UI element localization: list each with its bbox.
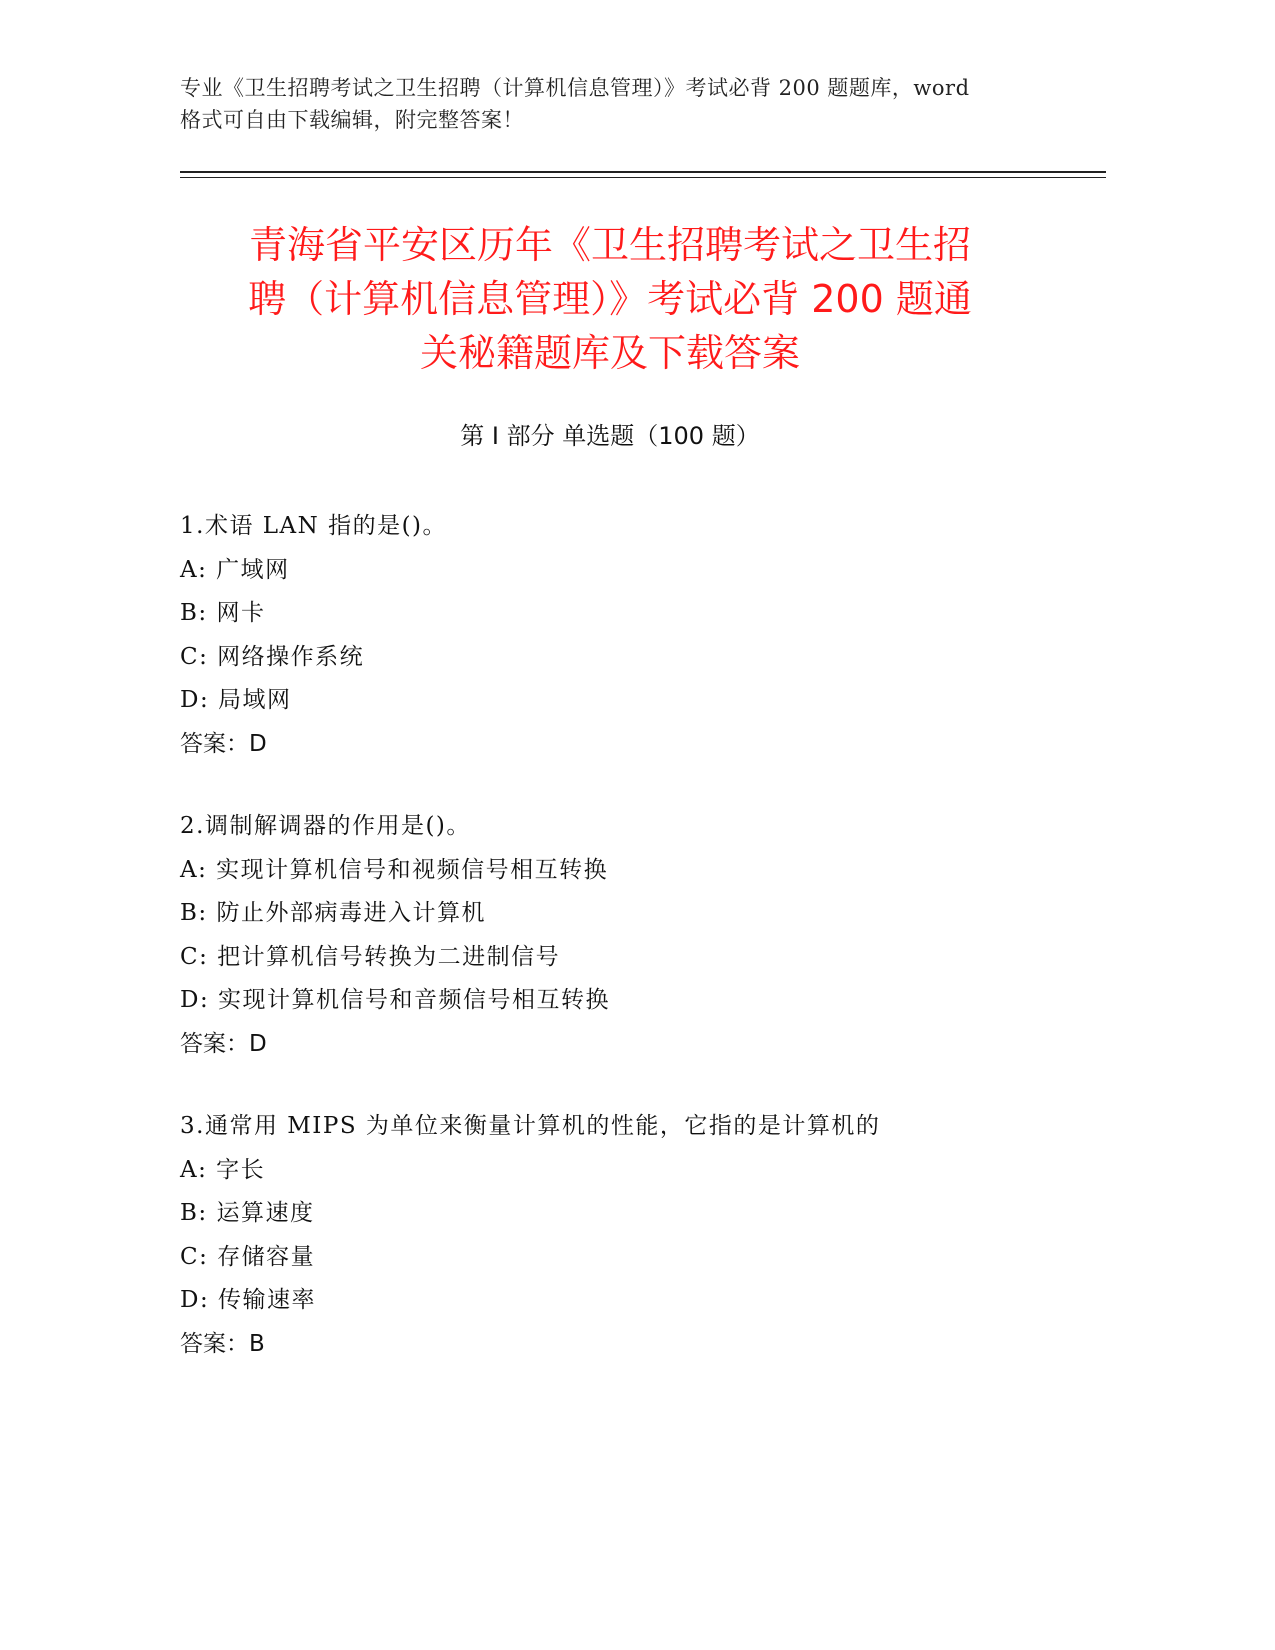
option-a: A: 字长 [180, 1156, 266, 1183]
header-note [180, 72, 1060, 136]
section-heading: 第 I 部分 单选题（100 题） [460, 422, 760, 450]
header-note-line-1: 专业《卫生招聘考试之卫生招聘（计算机信息管理）》考试必背 200 题题库，word [180, 76, 970, 100]
answer: 答案：D [180, 730, 267, 757]
option-c: C: 网络操作系统 [180, 643, 365, 670]
option-d: D: 局域网 [180, 687, 292, 713]
option-b: B: 防止外部病毒进入计算机 [180, 900, 486, 926]
question-2 [180, 805, 1080, 1066]
option-d: D: 实现计算机信号和音频信号相互转换 [180, 987, 611, 1013]
option-a: A: 实现计算机信号和视频信号相互转换 [180, 856, 609, 883]
answer: 答案：D [180, 1030, 267, 1057]
question-stem: 2.调制解调器的作用是()。 [180, 813, 471, 839]
title-line-2: 聘（计算机信息管理）》考试必背 200 题通 [248, 277, 972, 321]
header-note-line-2: 格式可自由下载编辑，附完整答案！ [180, 108, 524, 132]
option-a: A: 广域网 [180, 556, 290, 583]
option-b: B: 网卡 [180, 600, 266, 626]
option-c: C: 把计算机信号转换为二进制信号 [180, 943, 561, 970]
option-c: C: 存储容量 [180, 1243, 316, 1270]
question-list [180, 505, 1080, 1405]
option-d: D: 传输速率 [180, 1287, 317, 1313]
question-stem: 1.术语 LAN 指的是()。 [180, 513, 448, 539]
question-1 [180, 505, 1080, 766]
option-b: B: 运算速度 [180, 1200, 315, 1226]
title-line-1: 青海省平安区历年《卫生招聘考试之卫生招 [248, 223, 971, 267]
document-title [180, 218, 1040, 380]
question-3 [180, 1105, 1080, 1366]
answer: 答案：B [180, 1330, 265, 1357]
header-divider-thick [180, 171, 1106, 173]
title-line-3: 关秘籍题库及下载答案 [419, 331, 800, 375]
header-divider-thin [180, 177, 1106, 178]
question-stem: 3.通常用 MIPS 为单位来衡量计算机的性能，它指的是计算机的 [180, 1113, 881, 1139]
